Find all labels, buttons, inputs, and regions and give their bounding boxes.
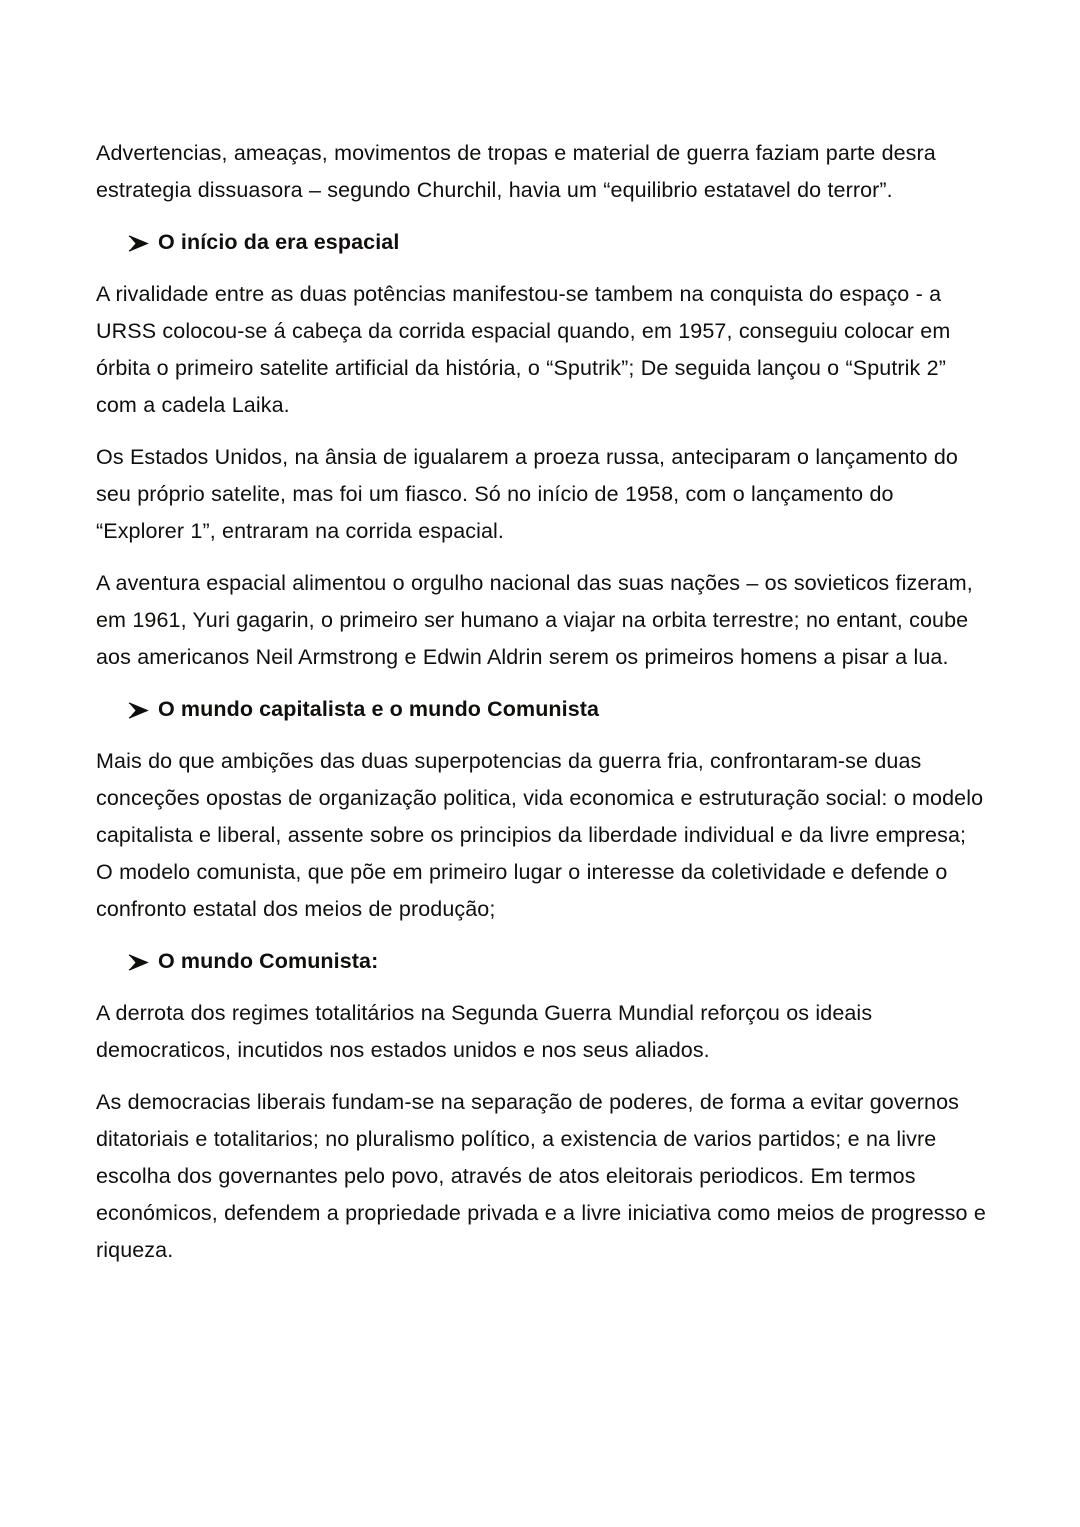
document-body	[96, 135, 986, 1269]
heading-label: O mundo Comunista:	[158, 949, 379, 973]
bulleted-heading	[96, 691, 986, 728]
paragraph: Advertencias, ameaças, movimentos de tropas e material de guerra faziam parte desra estrategia dissuasora – segundo Churchil, havia um “equilibrio estatavel do terror”.	[96, 141, 936, 202]
arrowhead-right-icon	[128, 691, 158, 728]
arrowhead-right-icon	[128, 224, 158, 261]
arrowhead-right-icon	[128, 943, 158, 980]
paragraph: As democracias liberais fundam-se na separação de poderes, de forma a evitar governos ditatoriais e totalitarios; no pluralismo político, a existencia de varios partidos; e na livre escolha dos governantes pelo povo, através de atos eleitorais periodicos. Em termos económicos, defendem a propriedade privada e a livre iniciativa como meios de progresso e riqueza.	[96, 1090, 986, 1262]
heading-label: O início da era espacial	[158, 230, 400, 254]
paragraph: A aventura espacial alimentou o orgulho nacional das suas nações – os sovieticos fizeram, em 1961, Yuri gagarin, o primeiro ser humano a viajar na orbita terrestre; no entant, coube aos americanos Neil Armstrong e Edwin Aldrin serem os primeiros homens a pisar a lua.	[96, 571, 973, 669]
bulleted-heading	[96, 224, 986, 261]
paragraph: A derrota dos regimes totalitários na Segunda Guerra Mundial reforçou os ideais democraticos, incutidos nos estados unidos e nos seus aliados.	[96, 1001, 873, 1062]
heading-label: O mundo capitalista e o mundo Comunista	[158, 697, 600, 721]
paragraph: Os Estados Unidos, na ânsia de igualarem a proeza russa, anteciparam o lançamento do seu próprio satelite, mas foi um fiasco. Só no início de 1958, com o lançamento do “Explorer 1”, entraram na corrida espacial.	[96, 445, 958, 543]
paragraph: A rivalidade entre as duas potências manifestou-se tambem na conquista do espaço - a URSS colocou-se á cabeça da corrida espacial quando, em 1957, conseguiu colocar em órbita o primeiro satelite artificial da história, o “Sputrik”; De seguida lançou o “Sputrik 2” com a cadela Laika.	[96, 282, 951, 417]
bulleted-heading	[96, 943, 986, 980]
paragraph: Mais do que ambições das duas superpotencias da guerra fria, confrontaram-se duas conceções opostas de organização politica, vida economica e estruturação social: o modelo capitalista e liberal, assente sobre os principios da liberdade individual e da livre empresa; O modelo comunista, que põe em primeiro lugar o interesse da coletividade e defende o confronto estatal dos meios de produção;	[96, 749, 984, 921]
